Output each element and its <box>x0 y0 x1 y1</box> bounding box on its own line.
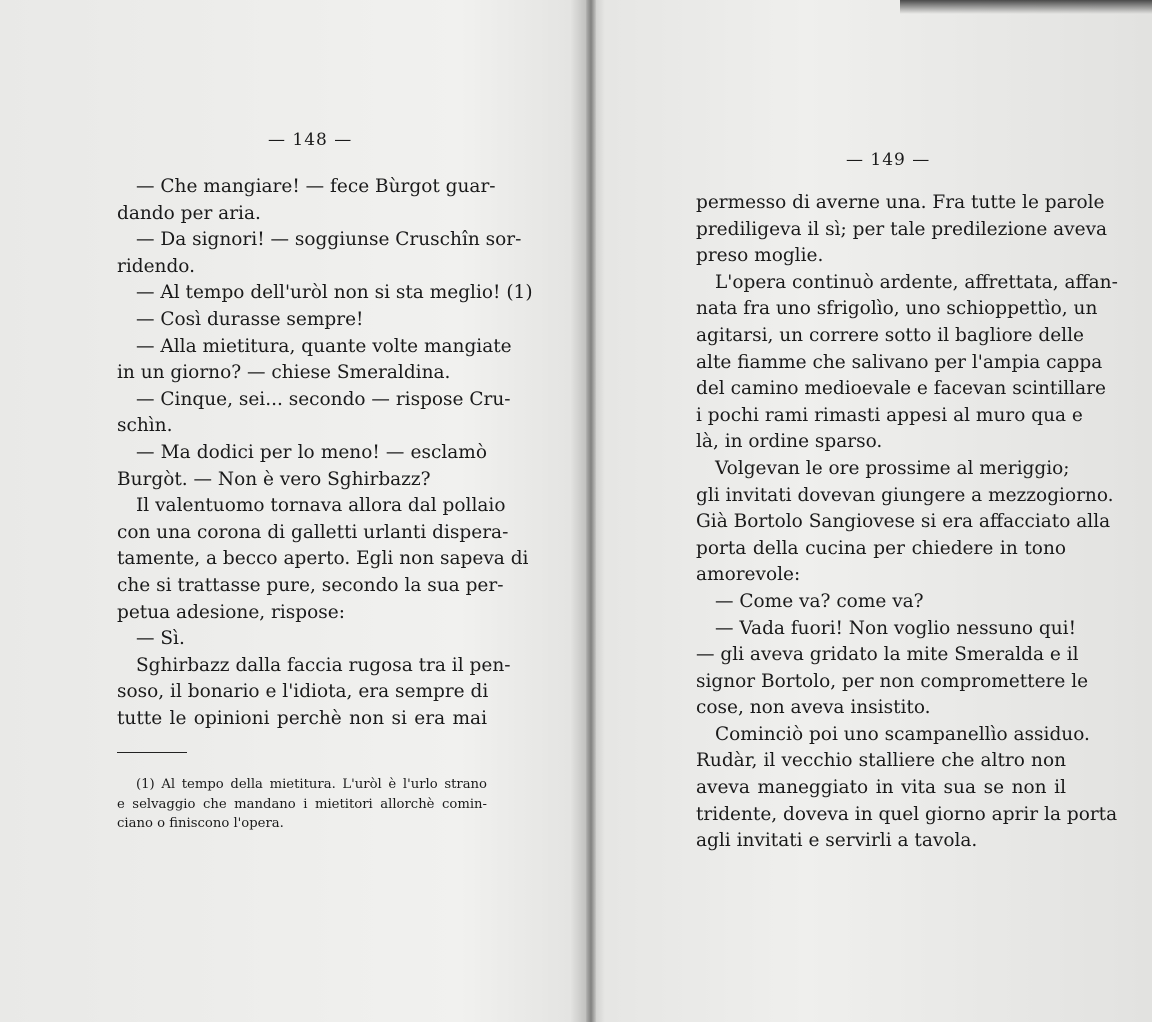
text-line: signor Bortolo, per non compromettere le <box>696 670 1089 692</box>
text-line: Burgòt. — Non è vero Sghirbazz? <box>117 468 431 490</box>
text-line: — Alla mietitura, quante volte mangiate <box>136 335 512 357</box>
text-line: schìn. <box>117 415 173 437</box>
text-line: con una corona di galletti urlanti dispera- <box>117 521 509 543</box>
text-line: amorevole: <box>696 564 801 586</box>
text-line: gli invitati dovevan giungere a mezzogiorno. <box>696 484 1114 506</box>
text-line: porta della cucina per chiedere in tono <box>696 537 1066 559</box>
text-line: agli invitati e servirli a tavola. <box>696 830 978 852</box>
text-line: alte fiamme che salivano per l'ampia cappa <box>696 351 1103 373</box>
text-line: — Vada fuori! Non voglio nessuno qui! <box>715 617 1077 639</box>
text-line: tutte le opinioni perchè non si era mai <box>117 707 487 729</box>
text-line: permesso di averne una. Fra tutte le parole <box>696 192 1105 213</box>
text-line: — Da signori! — soggiunse Cruschîn sor- <box>136 229 522 251</box>
text-line: del camino medioevale e facevan scintillare <box>696 378 1106 400</box>
text-line: — Al tempo dell'uròl non si sta meglio! (1) <box>136 282 533 304</box>
text-line: ciano o finiscono l'opera. <box>117 816 284 831</box>
text-line: (1) Al tempo della mietitura. L'uròl è l'urlo strano <box>136 777 487 792</box>
text-line: L'opera continuò ardente, affrettata, affan- <box>715 271 1118 293</box>
body-text-left <box>117 174 533 732</box>
text-line: aveva maneggiato in vita sua se non il <box>696 777 1066 799</box>
page-number-left: — 148 — <box>268 130 353 150</box>
body-text-right <box>696 190 1118 855</box>
footnote-rule <box>117 752 187 753</box>
text-line: Rudàr, il vecchio stalliere che altro non <box>696 750 1066 772</box>
text-line: — Che mangiare! — fece Bùrgot guar- <box>136 176 496 197</box>
text-line: Già Bortolo Sangiovese si era affacciato alla <box>696 511 1111 533</box>
text-line: tridente, doveva in quel giorno aprir la porta <box>696 803 1118 825</box>
text-line: Cominciò poi uno scampanellìo assiduo. <box>715 723 1090 745</box>
text-line: prediligeva il sì; per tale predilezione aveva <box>696 218 1108 240</box>
text-line: cose, non aveva insistito. <box>696 697 931 719</box>
text-line: e selvaggio che mandano i mietitori allorchè comin- <box>117 796 487 812</box>
text-line: agitarsi, un correre sotto il bagliore delle <box>696 324 1084 346</box>
text-line: ridendo. <box>117 255 196 277</box>
text-line: — Sì. <box>136 628 185 650</box>
text-line: i pochi rami rimasti appesi al muro qua e <box>696 404 1083 426</box>
text-line: Volgevan le ore prossime al meriggio; <box>715 457 1070 479</box>
text-line: — Cinque, sei... secondo — rispose Cru- <box>136 388 511 410</box>
right-page <box>596 0 1152 1022</box>
text-line: che si trattasse pure, secondo la sua per- <box>117 574 504 596</box>
text-line: — Come va? come va? <box>715 590 924 612</box>
text-line: — gli aveva gridato la mite Smeralda e il <box>696 644 1079 666</box>
text-line: Sghirbazz dalla faccia rugosa tra il pen- <box>136 654 511 676</box>
page-number-right: — 149 — <box>846 150 931 170</box>
text-line: dando per aria. <box>117 202 261 224</box>
text-line: tamente, a becco aperto. Egli non sapeva di <box>117 548 529 570</box>
text-line: soso, il bonario e l'idiota, era sempre di <box>117 681 489 703</box>
text-line: petua adesione, rispose: <box>117 601 345 623</box>
text-line: là, in ordine sparso. <box>696 431 883 453</box>
text-line: preso moglie. <box>696 245 824 267</box>
text-line: — Ma dodici per lo meno! — esclamò <box>136 441 487 463</box>
book-gutter <box>586 0 596 1022</box>
text-line: in un giorno? — chiese Smeraldina. <box>117 362 451 384</box>
text-line: — Così durasse sempre! <box>136 308 364 330</box>
text-line: nata fra uno sfrigolìo, uno schioppettìo, un <box>696 298 1098 320</box>
footnote <box>117 775 487 834</box>
text-line: Il valentuomo tornava allora dal pollaio <box>136 495 506 517</box>
